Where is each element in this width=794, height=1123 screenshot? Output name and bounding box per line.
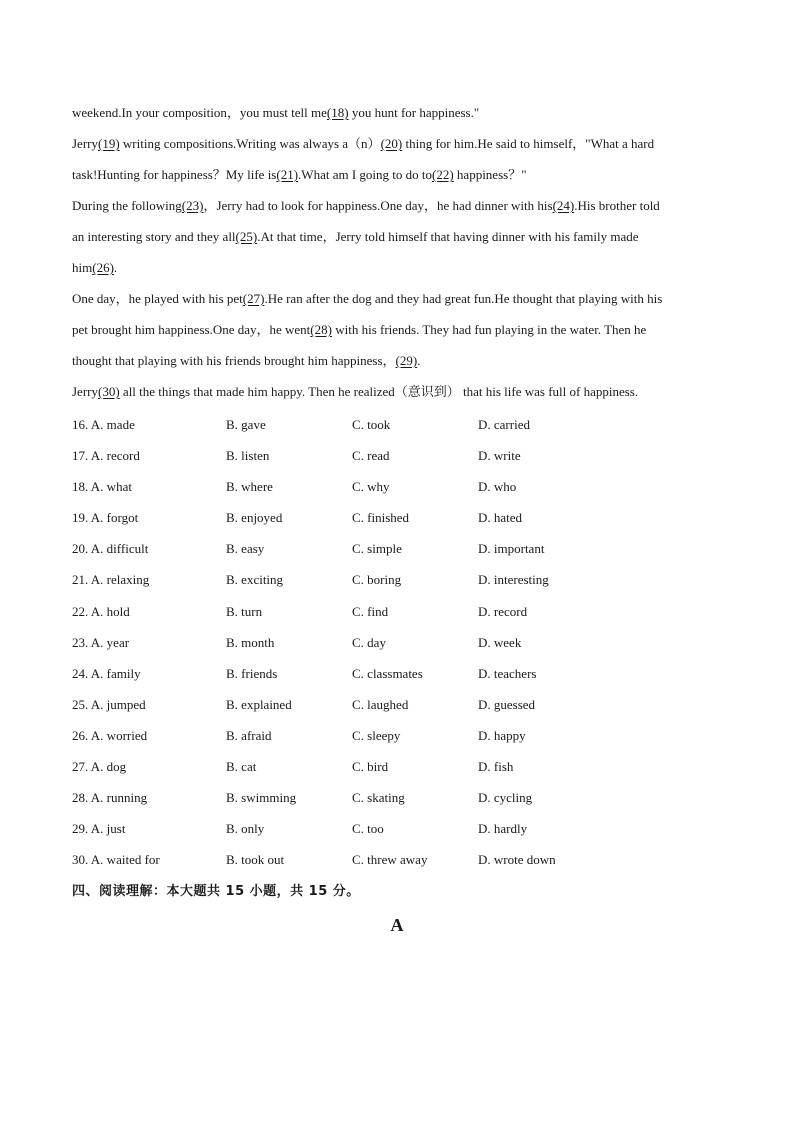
blank-number: (18)	[326, 105, 349, 120]
option-a	[72, 440, 140, 471]
option-c: C. simple	[352, 541, 402, 557]
passage-text: ，Jerry had to look for happiness.One day，he had dinner with his	[203, 198, 553, 213]
blank-number: (22)	[432, 167, 454, 182]
option-a	[72, 533, 148, 564]
option-d: D. week	[478, 634, 522, 650]
question-number: 30.	[72, 852, 89, 868]
option-a	[72, 782, 147, 813]
passage-text: .	[417, 353, 421, 368]
option-d: D. record	[478, 603, 528, 619]
blank-number: (30)	[98, 384, 120, 399]
option-c: C. sleepy	[352, 727, 401, 743]
passage-line	[72, 314, 732, 345]
option-a	[72, 564, 149, 595]
option-b: B. enjoyed	[226, 510, 283, 526]
question-number: 24.	[72, 665, 89, 681]
passage-text: all the things that made him happy. Then he realized（意识到） that his life was full of happiness.	[119, 384, 639, 399]
cloze-passage	[72, 97, 732, 407]
question-row	[72, 471, 732, 502]
option-a-text: A. waited for	[90, 852, 160, 868]
passage-text: thing for him.He said to himself，"What a hard	[402, 136, 655, 151]
option-d: D. hardly	[478, 821, 528, 837]
blank-number: (21)	[276, 167, 299, 182]
question-row	[72, 502, 732, 533]
option-c: C. bird	[352, 759, 389, 775]
blank-number: (28)	[310, 322, 332, 337]
blank-number: (19)	[98, 136, 120, 151]
option-c: C. find	[352, 603, 389, 619]
option-c: C. classmates	[352, 665, 423, 681]
passage-text: .His brother told	[574, 198, 660, 213]
option-a-text: A. dog	[90, 759, 127, 775]
option-b: B. where	[226, 479, 273, 495]
passage-line	[72, 221, 732, 252]
option-a	[72, 502, 138, 533]
question-row	[72, 751, 732, 782]
option-a	[72, 409, 135, 440]
blank-number: (25)	[235, 229, 258, 244]
question-number: 29.	[72, 821, 89, 837]
passage-text: .He ran after the dog and they had great fun.He thought that playing with his	[264, 291, 663, 306]
option-b: B. explained	[226, 696, 292, 712]
option-c: C. threw away	[352, 852, 428, 868]
option-b: B. turn	[226, 603, 263, 619]
option-c: C. boring	[352, 572, 402, 588]
question-number: 28.	[72, 790, 89, 806]
question-row	[72, 409, 732, 440]
passage-text: weekend.In your composition，you must tell me	[72, 105, 327, 120]
question-row	[72, 844, 732, 875]
option-a-text: A. difficult	[90, 541, 149, 557]
passage-text: During the following	[72, 198, 182, 213]
question-row	[72, 533, 732, 564]
passage-text: with his friends. They had fun playing in the water. Then he	[331, 322, 647, 337]
option-a-text: A. just	[90, 821, 126, 837]
passage-text: you hunt for happiness."	[348, 105, 480, 120]
question-options-list	[72, 409, 732, 875]
option-a	[72, 596, 130, 627]
option-b: B. listen	[226, 448, 270, 464]
passage-line	[72, 128, 732, 159]
option-b: B. took out	[226, 852, 285, 868]
option-d: D. fish	[478, 759, 514, 775]
passage-text: One day，he played with his pet	[72, 291, 243, 306]
option-a	[72, 751, 126, 782]
question-row	[72, 813, 732, 844]
option-a-text: A. family	[90, 665, 141, 681]
option-d: D. hated	[478, 510, 523, 526]
question-row	[72, 564, 732, 595]
option-b: B. gave	[226, 417, 266, 432]
option-c: C. day	[352, 634, 386, 650]
passage-line	[72, 252, 732, 283]
option-a	[72, 844, 160, 875]
option-d: D. wrote down	[478, 852, 556, 868]
passage-text: an interesting story and they all	[72, 229, 236, 244]
question-row	[72, 596, 732, 627]
option-d: D. write	[478, 448, 521, 464]
option-a-text: A. record	[90, 448, 140, 464]
option-c: C. too	[352, 821, 384, 837]
option-a	[72, 471, 132, 502]
option-a-text: A. what	[90, 479, 132, 495]
option-a-text: A. made	[90, 417, 135, 432]
option-d: D. carried	[478, 417, 530, 432]
question-number: 20.	[72, 541, 89, 557]
question-number: 26.	[72, 727, 89, 743]
option-a	[72, 813, 125, 844]
passage-text: .	[113, 260, 118, 275]
question-number: 27.	[72, 759, 89, 775]
option-b: B. easy	[226, 541, 265, 557]
blank-number: (24)	[552, 198, 575, 213]
option-d: D. teachers	[478, 665, 537, 681]
option-c: C. why	[352, 479, 390, 495]
option-b: B. cat	[226, 759, 257, 775]
option-d: D. guessed	[478, 696, 536, 712]
option-c: C. read	[352, 448, 390, 464]
question-number: 23.	[72, 634, 89, 650]
question-row	[72, 440, 732, 471]
option-c: C. took	[352, 417, 391, 432]
option-b: B. only	[226, 821, 265, 837]
question-row	[72, 658, 732, 689]
question-number: 19.	[72, 510, 89, 526]
passage-text: thought that playing with his friends brought him happiness，	[72, 353, 396, 368]
question-row	[72, 627, 732, 658]
option-a-text: A. jumped	[90, 696, 146, 712]
option-b: B. friends	[226, 665, 278, 681]
option-a-text: A. forgot	[90, 510, 139, 526]
option-a	[72, 658, 141, 689]
option-d: D. interesting	[478, 572, 549, 588]
blank-number: (26)	[92, 260, 114, 275]
passage-text: him	[72, 260, 93, 275]
option-c: C. skating	[352, 790, 405, 806]
passage-text: task!Hunting for happiness？My life is	[72, 167, 277, 182]
passage-line	[72, 376, 732, 407]
question-row	[72, 782, 732, 813]
blank-number: (23)	[181, 198, 204, 213]
option-d: D. happy	[478, 727, 526, 743]
option-d: D. important	[478, 541, 545, 557]
blank-number: (20)	[380, 136, 403, 151]
option-b: B. swimming	[226, 790, 297, 806]
passage-label: A	[390, 915, 404, 935]
passage-line	[72, 345, 732, 376]
option-a	[72, 720, 147, 751]
option-a-text: A. year	[90, 634, 130, 650]
question-row	[72, 689, 732, 720]
option-a-text: A. hold	[90, 603, 130, 619]
passage-line	[72, 97, 732, 128]
passage-text: pet brought him happiness.One day，he went	[72, 322, 311, 337]
option-d: D. cycling	[478, 790, 533, 806]
passage-text: .At that time，Jerry told himself that having dinner with his family made	[257, 229, 639, 244]
blank-number: (27)	[242, 291, 265, 306]
question-row	[72, 720, 732, 751]
question-number: 17.	[72, 448, 89, 464]
option-c: C. finished	[352, 510, 410, 526]
option-b: B. exciting	[226, 572, 284, 588]
question-number: 22.	[72, 603, 89, 619]
passage-line	[72, 159, 732, 190]
passage-line	[72, 190, 732, 221]
section-heading: 四、阅读理解：本大题共 15 小题，共 15 分。	[72, 884, 360, 899]
option-b: B. month	[226, 634, 275, 650]
question-number: 16.	[72, 417, 89, 432]
question-number: 21.	[72, 572, 89, 588]
option-b: B. afraid	[226, 727, 272, 743]
option-c: C. laughed	[352, 696, 409, 712]
passage-text: Jerry	[72, 384, 98, 399]
passage-text: Jerry	[72, 136, 98, 151]
passage-text: writing compositions.Writing was always a（n）	[119, 136, 381, 151]
option-d: D. who	[478, 479, 517, 495]
option-a	[72, 627, 129, 658]
option-a-text: A. worried	[90, 727, 148, 743]
question-number: 25.	[72, 696, 89, 712]
option-a-text: A. relaxing	[90, 572, 150, 588]
option-a	[72, 689, 146, 720]
passage-line	[72, 283, 732, 314]
option-a-text: A. running	[90, 790, 148, 806]
passage-text: happiness？"	[453, 167, 527, 182]
passage-text: .What am I going to do to	[298, 167, 432, 182]
blank-number: (29)	[395, 353, 418, 368]
question-number: 18.	[72, 479, 89, 495]
